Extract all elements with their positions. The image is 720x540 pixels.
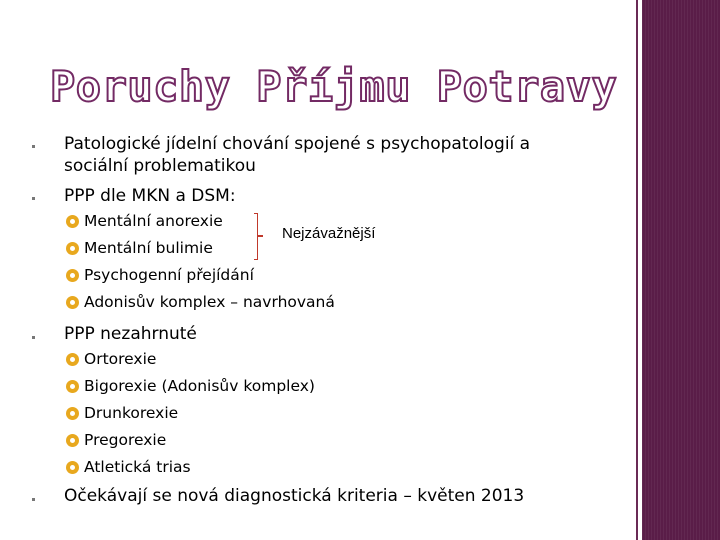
sub-item: Pregorexie [84,431,167,449]
bullet-square-icon [32,197,35,200]
bullet-square-icon [32,336,35,339]
bullet-square-icon [32,145,35,148]
sub-item: Drunkorexie [84,404,179,422]
side-decorative-panel [642,0,720,540]
sub-bullet-circle-icon [66,269,79,282]
bullet-1-line-1: Patologické jídelní chování spojené s psychopatologií a [64,134,531,154]
bullet-1-line-2: sociální problematikou [64,156,256,176]
sub-item: Atletická trias [84,458,191,476]
bullet-2-text: PPP dle MKN a DSM: [64,186,236,206]
bullet-square-icon [32,498,35,501]
note-most-severe: Nejzávažnější [282,225,376,242]
bullet-3-text: PPP nezahrnuté [64,324,197,344]
sub-item: Ortorexie [84,350,157,368]
slide-title: Poruchy Příjmu Potravy [50,62,618,111]
sub-item: Mentální anorexie [84,212,223,230]
sub-bullet-circle-icon [66,380,79,393]
sub-item: Bigorexie (Adonisův komplex) [84,377,315,395]
side-divider-line [636,0,638,540]
bullet-4-text: Očekávají se nová diagnostická kriteria – květen 2013 [64,486,525,506]
sub-bullet-circle-icon [66,296,79,309]
sub-bullet-circle-icon [66,353,79,366]
sub-item: Adonisův komplex – navrhovaná [84,293,335,311]
sub-bullet-circle-icon [66,215,79,228]
sub-item: Mentální bulimie [84,239,213,257]
bracket-connector [254,213,258,260]
bracket-tick [258,235,263,237]
sub-bullet-circle-icon [66,461,79,474]
sub-bullet-circle-icon [66,434,79,447]
sub-bullet-circle-icon [66,242,79,255]
sub-bullet-circle-icon [66,407,79,420]
sub-item: Psychogenní přejídání [84,266,254,284]
